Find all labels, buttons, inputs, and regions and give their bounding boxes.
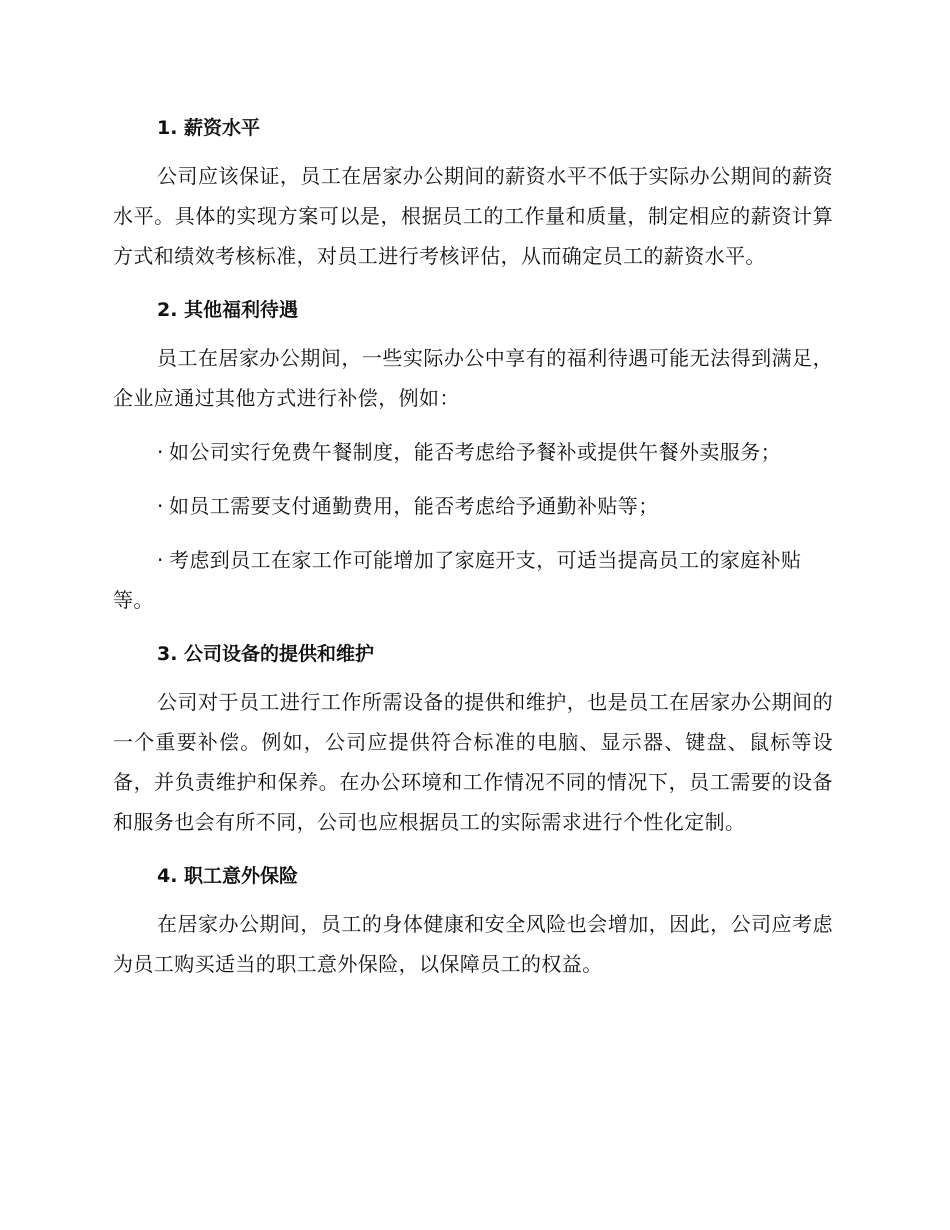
paragraph-salary: 公司应该保证，员工在居家办公期间的薪资水平不低于实际办公期间的薪资水平。具体的实现方案可以是，根据员工的工作量和质量，制定相应的薪资计算方式和绩效考核标准，对员工进行考核评估，从而确定员工的薪资水平。 xyxy=(113,164,833,268)
paragraph-benefits: 员工在居家办公期间，一些实际办公中享有的福利待遇可能无法得到满足，企业应通过其他方式进行补偿，例如： xyxy=(113,346,833,410)
paragraph-equipment: 公司对于员工进行工作所需设备的提供和维护，也是员工在居家办公期间的一个重要补偿。例如，公司应提供符合标准的电脑、显示器、键盘、鼠标等设备，并负责维护和保养。在办公环境和工作情况不同的情况下，员工需要的设备和服务也会有所不同，公司也应根据员工的实际需求进行个性化定制。 xyxy=(113,690,833,834)
bullet-item-family xyxy=(113,540,833,620)
document-page xyxy=(113,108,833,998)
section-heading-equipment: 3. 公司设备的提供和维护 xyxy=(157,643,375,665)
paragraph-insurance: 在居家办公期间，员工的身体健康和安全风险也会增加，因此，公司应考虑为员工购买适当的职工意外保险，以保障员工的权益。 xyxy=(113,912,833,976)
section-heading-salary: 1. 薪资水平 xyxy=(157,117,261,139)
section-heading-insurance: 4. 职工意外保险 xyxy=(157,865,299,887)
bullet-text: 如员工需要支付通勤费用，能否考虑给予通勤补贴等； xyxy=(169,494,659,518)
bullet-icon: · xyxy=(157,440,164,464)
section-heading-benefits: 2. 其他福利待遇 xyxy=(157,299,299,321)
bullet-item-commute xyxy=(113,486,833,526)
bullet-icon: · xyxy=(157,494,164,518)
bullet-text: 考虑到员工在家工作可能增加了家庭开支，可适当提高员工的家庭补贴等。 xyxy=(113,548,802,612)
bullet-text: 如公司实行免费午餐制度，能否考虑给予餐补或提供午餐外卖服务； xyxy=(169,440,781,464)
bullet-icon: · xyxy=(157,548,164,572)
bullet-item-lunch xyxy=(113,432,833,472)
